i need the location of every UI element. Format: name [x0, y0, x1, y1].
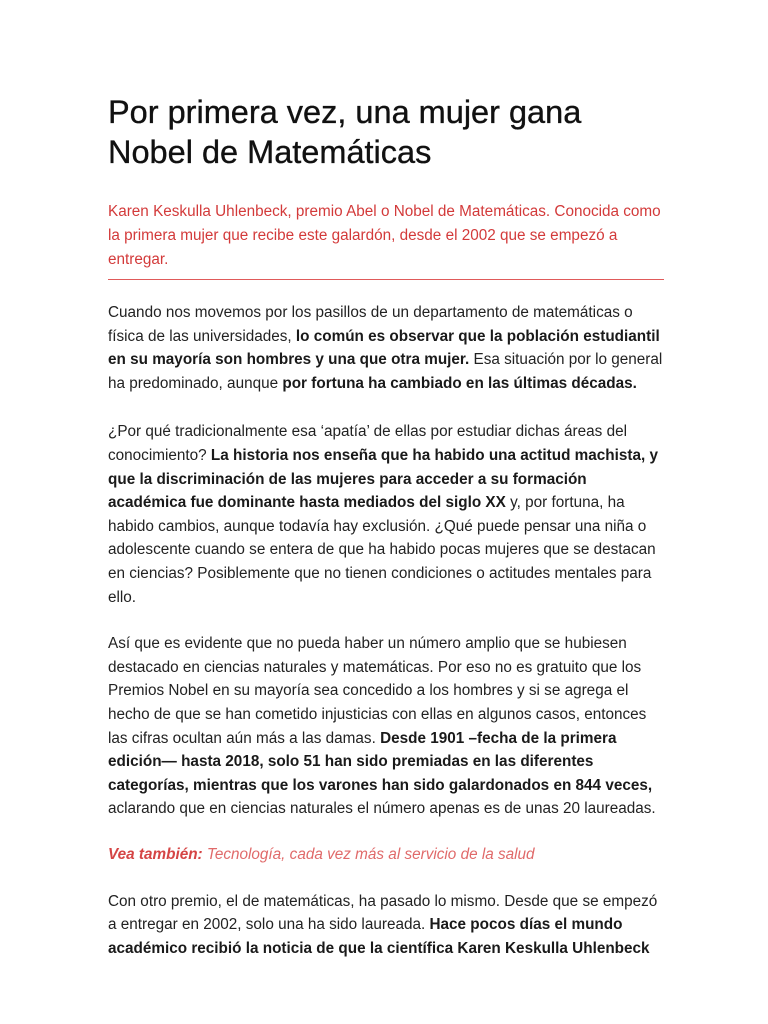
paragraph-1-bold-a: lo común es observar que la población estudiantil en su mayoría son hombres y una que otra mujer. — [108, 327, 660, 369]
see-also-link[interactable]: Tecnología, cada vez más al servicio de la salud — [202, 845, 535, 863]
see-also — [108, 843, 664, 867]
paragraph-4-text-a: Con otro premio, el de matemáticas, ha pasado lo mismo. Desde que se empezó a entregar en 2002, solo una ha sido laureada. — [108, 892, 658, 934]
paragraph-2-text-b: y, por fortuna, ha habido cambios, aunque todavía hay exclusión. ¿Qué puede pensar una niña o adolescente cuando se entera de que ha habido pocas mujeres que se destacan en ciencias? Posiblemente que no tienen condiciones o actitudes mentales para ello. — [108, 494, 656, 606]
lead-divider — [108, 279, 664, 280]
paragraph-2 — [108, 420, 664, 609]
article-lead: Karen Keskulla Uhlenbeck, premio Abel o Nobel de Matemáticas. Conocida como la primera mujer que recibe este galardón, desde el 2002 que se empezó a entregar. — [108, 203, 661, 268]
see-also-label: Vea también: — [108, 845, 203, 863]
paragraph-4-bold-a: Hace pocos días el mundo académico recibió la noticia de que la científica Karen Keskulla Uhlenbeck — [108, 916, 650, 958]
paragraph-1-text-a: Cuando nos movemos por los pasillos de un departamento de matemáticas o física de las universidades, — [108, 304, 633, 345]
article — [108, 92, 664, 976]
paragraph-2-text-a: ¿Por qué tradicionalmente esa ‘apatía’ de ellas por estudiar dichas áreas del conocimiento? — [108, 423, 627, 464]
paragraph-3 — [108, 632, 664, 821]
article-title: Por primera vez, una mujer gana Nobel de Matemáticas — [108, 94, 582, 170]
paragraph-1-text-b: Esa situación por lo general ha predominado, aunque — [108, 351, 663, 392]
paragraph-1 — [108, 301, 664, 395]
paragraph-3-bold-a: Desde 1901 –fecha de la primera edición— hasta 2018, solo 51 han sido premiadas en las diferentes categorías, mientras que los varones han sido galardonados en 844 veces, — [108, 729, 653, 794]
paragraph-2-bold-a: La historia nos enseña que ha habido una actitud machista, y que la discriminación de las mujeres para acceder a su formación académica fue dominante hasta mediados del siglo XX — [108, 446, 658, 512]
paragraph-1-bold-b: por fortuna ha cambiado en las últimas décadas. — [282, 374, 637, 392]
paragraph-3-text-a: Así que es evidente que no pueda haber un número amplio que se hubiesen destacado en ciencias naturales y matemáticas. Por eso no es gratuito que los Premios Nobel en su mayoría sea concedido a los hombres y si se agrega el hecho de que se han cometido injusticias con ellas en algunos casos, entonces las cifras ocultan aún más a las damas. — [108, 635, 647, 747]
paragraph-4 — [108, 890, 664, 961]
paragraph-3-text-b: aclarando que en ciencias naturales el número apenas es de unas 20 laureadas. — [108, 800, 656, 818]
